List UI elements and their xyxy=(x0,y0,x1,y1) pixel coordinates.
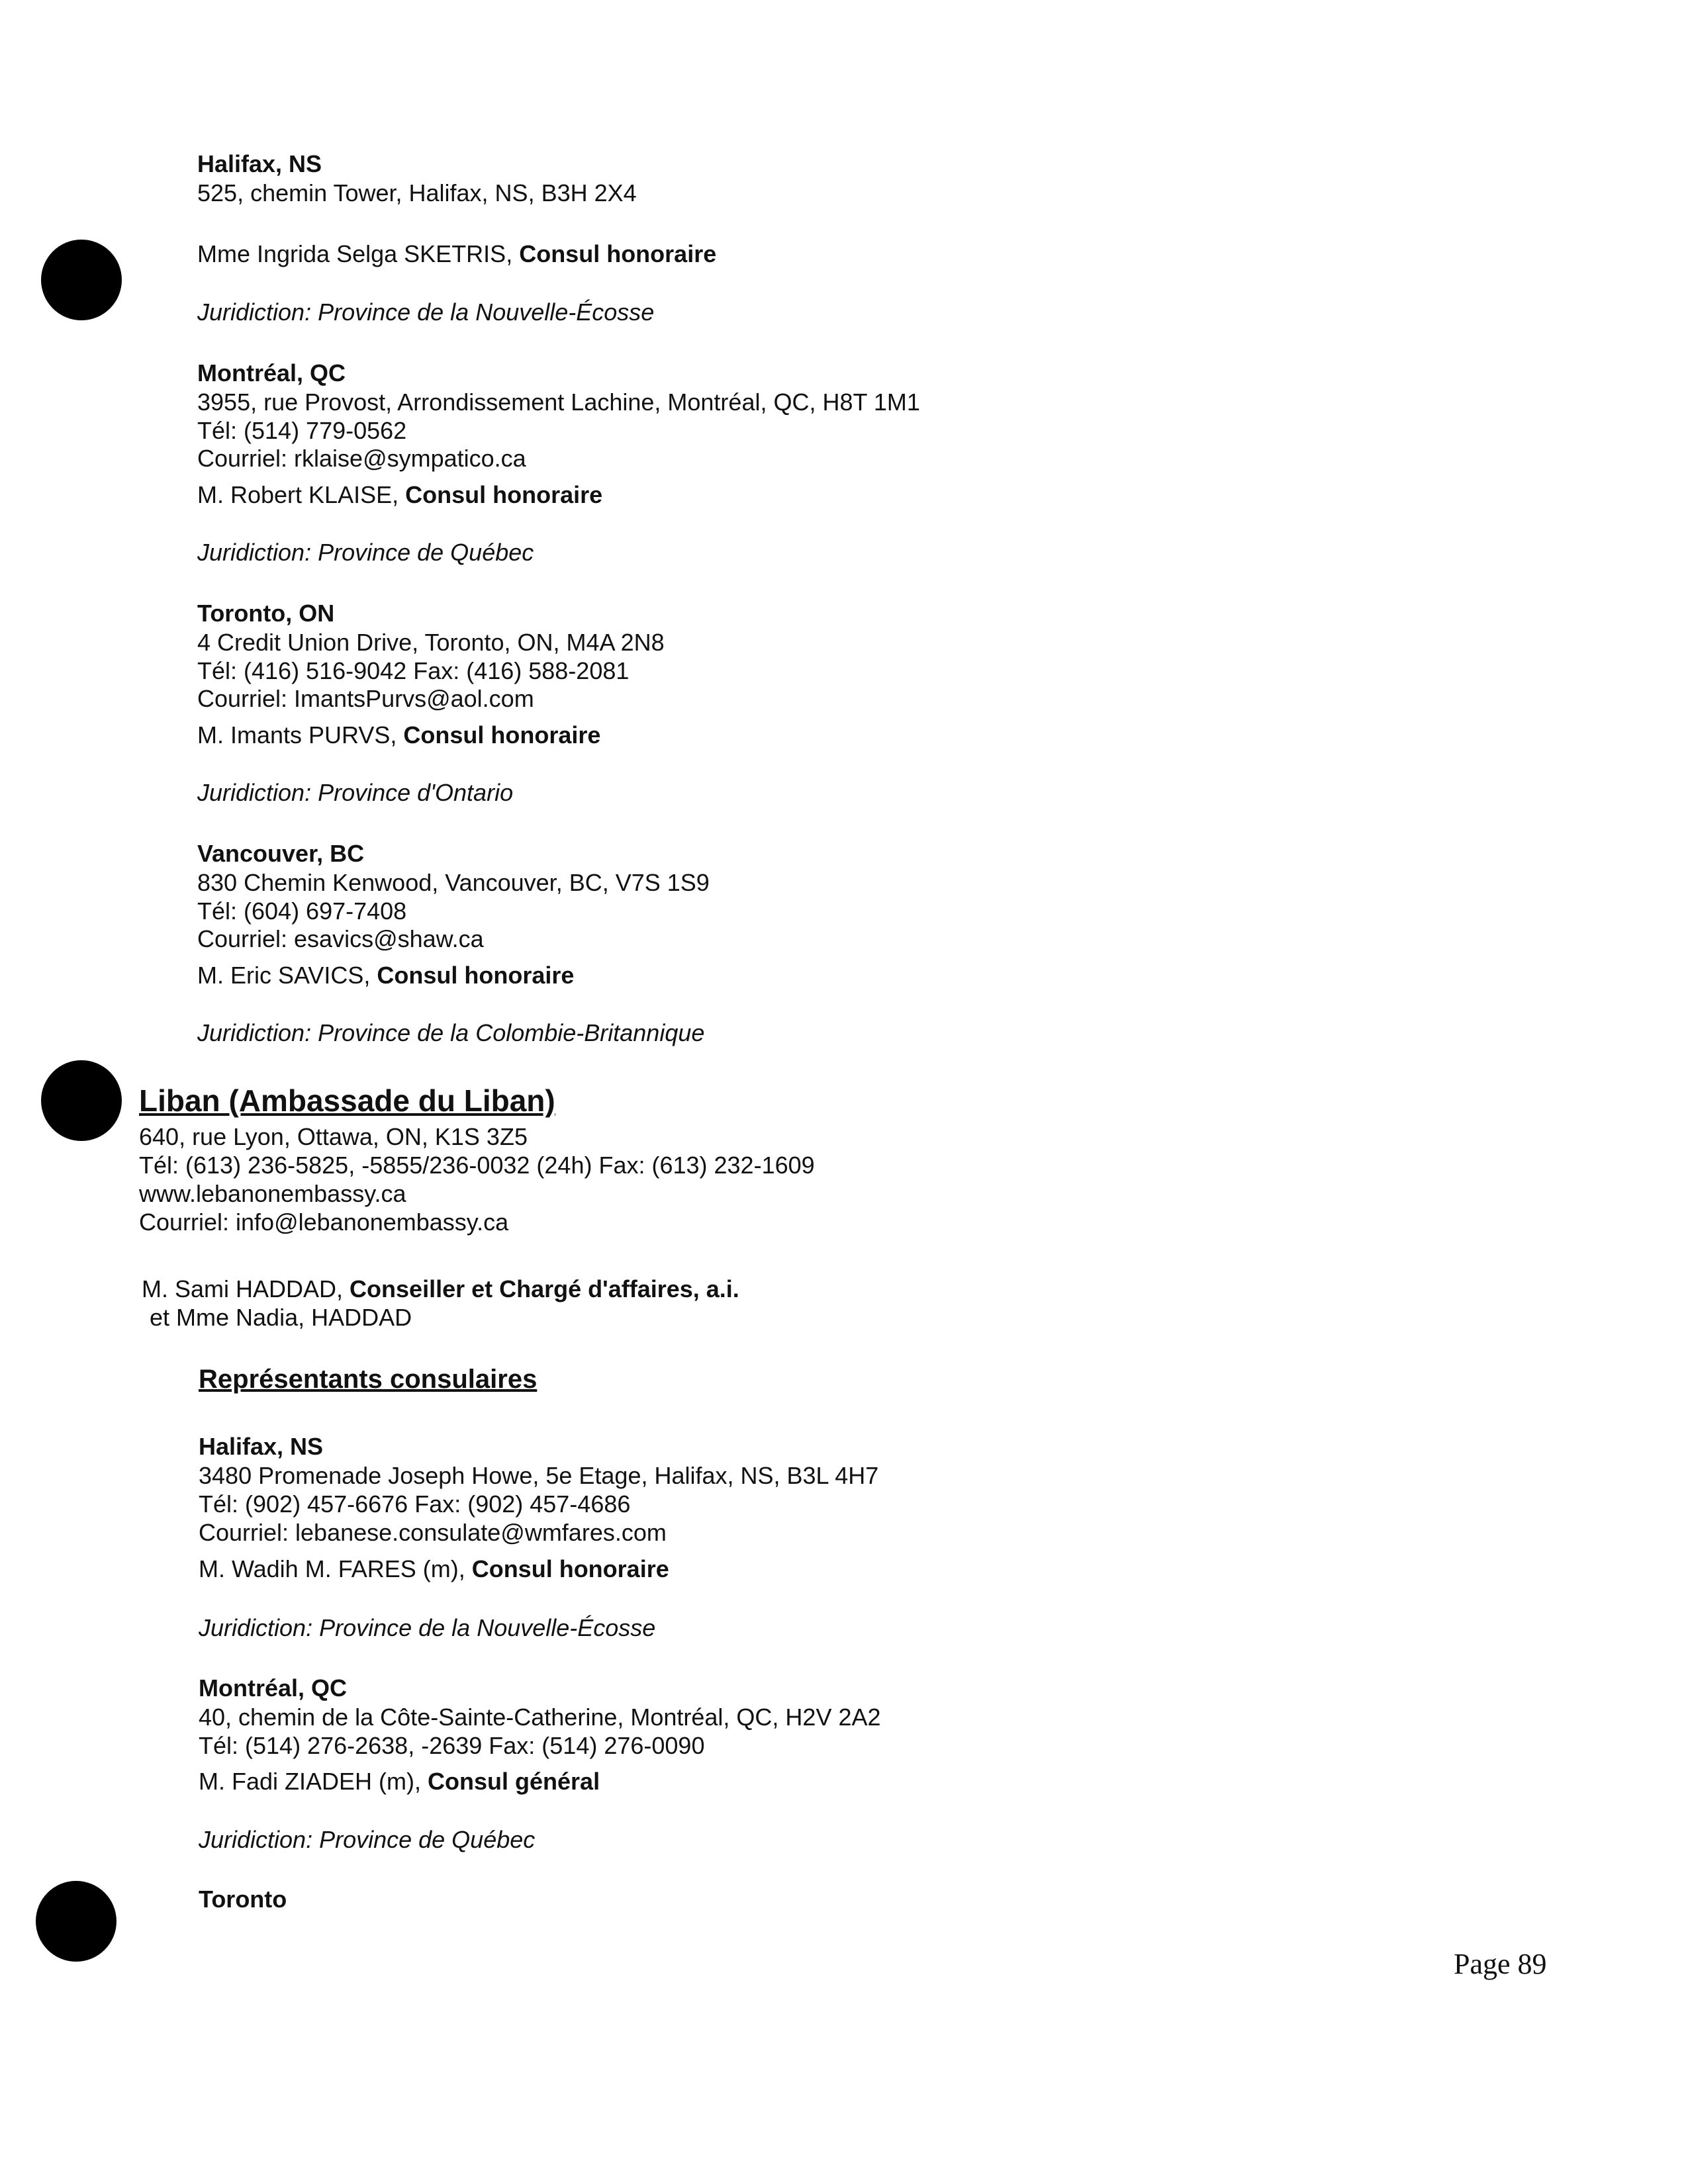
entry-email: Courriel: lebanese.consulate@wmfares.com xyxy=(199,1519,667,1546)
entry-address: 4 Credit Union Drive, Toronto, ON, M4A 2N8 xyxy=(197,629,665,656)
entry-jurisdiction: Juridiction: Province d'Ontario xyxy=(197,779,514,806)
entry-city: Montréal, QC xyxy=(197,359,346,387)
punch-hole-top xyxy=(41,240,122,320)
entry-address: 3955, rue Provost, Arrondissement Lachine, Montréal, QC, H8T 1M1 xyxy=(197,388,920,416)
entry-person xyxy=(197,240,716,269)
entry-city: Halifax, NS xyxy=(197,150,322,177)
entry-phone: Tél: (514) 276-2638, -2639 Fax: (514) 276-0090 xyxy=(199,1732,705,1759)
person-name: M. Sami HADDAD, xyxy=(142,1275,350,1302)
punch-hole-middle xyxy=(41,1060,122,1141)
person-title: Consul honoraire xyxy=(403,721,601,749)
entry-city: Montréal, QC xyxy=(199,1674,348,1702)
entry-person xyxy=(197,961,574,990)
page-number: Page 89 xyxy=(1454,1948,1547,1980)
embassy-email: Courriel: info@lebanonembassy.ca xyxy=(139,1208,509,1236)
person-name: Mme Ingrida Selga SKETRIS, xyxy=(197,240,520,267)
person-title: Consul honoraire xyxy=(405,481,603,508)
embassy-website: www.lebanonembassy.ca xyxy=(139,1180,406,1207)
entry-jurisdiction: Juridiction: Province de la Colombie-Britannique xyxy=(197,1019,705,1046)
entry-jurisdiction: Juridiction: Province de Québec xyxy=(197,539,534,566)
entry-phone: Tél: (514) 779-0562 xyxy=(197,417,407,444)
person-title: Consul général xyxy=(428,1768,600,1795)
person-title: Consul honoraire xyxy=(471,1555,669,1582)
entry-city: Toronto, ON xyxy=(197,600,335,627)
embassy-heading: Liban (Ambassade du Liban) xyxy=(139,1083,555,1118)
entry-jurisdiction: Juridiction: Province de la Nouvelle-Écosse xyxy=(197,298,655,326)
embassy-address: 640, rue Lyon, Ottawa, ON, K1S 3Z5 xyxy=(139,1123,528,1150)
entry-jurisdiction: Juridiction: Province de la Nouvelle-Écosse xyxy=(199,1614,656,1641)
entry-person xyxy=(197,480,602,510)
entry-city: Toronto xyxy=(199,1886,287,1913)
entry-email: Courriel: rklaise@sympatico.ca xyxy=(197,445,526,472)
entry-phone: Tél: (902) 457-6676 Fax: (902) 457-4686 xyxy=(199,1490,631,1518)
entry-person xyxy=(199,1555,669,1584)
entry-person xyxy=(199,1767,600,1796)
entry-address: 3480 Promenade Joseph Howe, 5e Etage, Halifax, NS, B3L 4H7 xyxy=(199,1462,879,1489)
embassy-spouse: et Mme Nadia, HADDAD xyxy=(150,1304,412,1331)
person-name: M. Eric SAVICS, xyxy=(197,962,377,989)
person-name: M. Imants PURVS, xyxy=(197,721,404,749)
person-title: Consul honoraire xyxy=(519,240,717,267)
entry-person xyxy=(197,721,600,750)
entry-city: Vancouver, BC xyxy=(197,840,365,867)
entry-phone: Tél: (416) 516-9042 Fax: (416) 588-2081 xyxy=(197,657,630,684)
entry-phone: Tél: (604) 697-7408 xyxy=(197,897,407,925)
consular-heading: Représentants consulaires xyxy=(199,1365,538,1394)
entry-address: 525, chemin Tower, Halifax, NS, B3H 2X4 xyxy=(197,179,637,206)
person-title: Consul honoraire xyxy=(377,962,575,989)
entry-email: Courriel: ImantsPurvs@aol.com xyxy=(197,685,534,712)
entry-city: Halifax, NS xyxy=(199,1433,324,1460)
embassy-phone: Tél: (613) 236-5825, -5855/236-0032 (24h) Fax: (613) 232-1609 xyxy=(139,1152,815,1179)
entry-email: Courriel: esavics@shaw.ca xyxy=(197,925,484,952)
person-title: Conseiller et Chargé d'affaires, a.i. xyxy=(350,1275,739,1302)
entry-address: 830 Chemin Kenwood, Vancouver, BC, V7S 1S9 xyxy=(197,869,710,896)
person-name: M. Wadih M. FARES (m), xyxy=(199,1555,472,1582)
punch-hole-bottom xyxy=(36,1881,117,1962)
entry-address: 40, chemin de la Côte-Sainte-Catherine, Montréal, QC, H2V 2A2 xyxy=(199,1704,881,1731)
entry-jurisdiction: Juridiction: Province de Québec xyxy=(199,1826,536,1853)
person-name: M. Fadi ZIADEH (m), xyxy=(199,1768,428,1795)
embassy-head-person xyxy=(142,1275,739,1304)
person-name: M. Robert KLAISE, xyxy=(197,481,406,508)
